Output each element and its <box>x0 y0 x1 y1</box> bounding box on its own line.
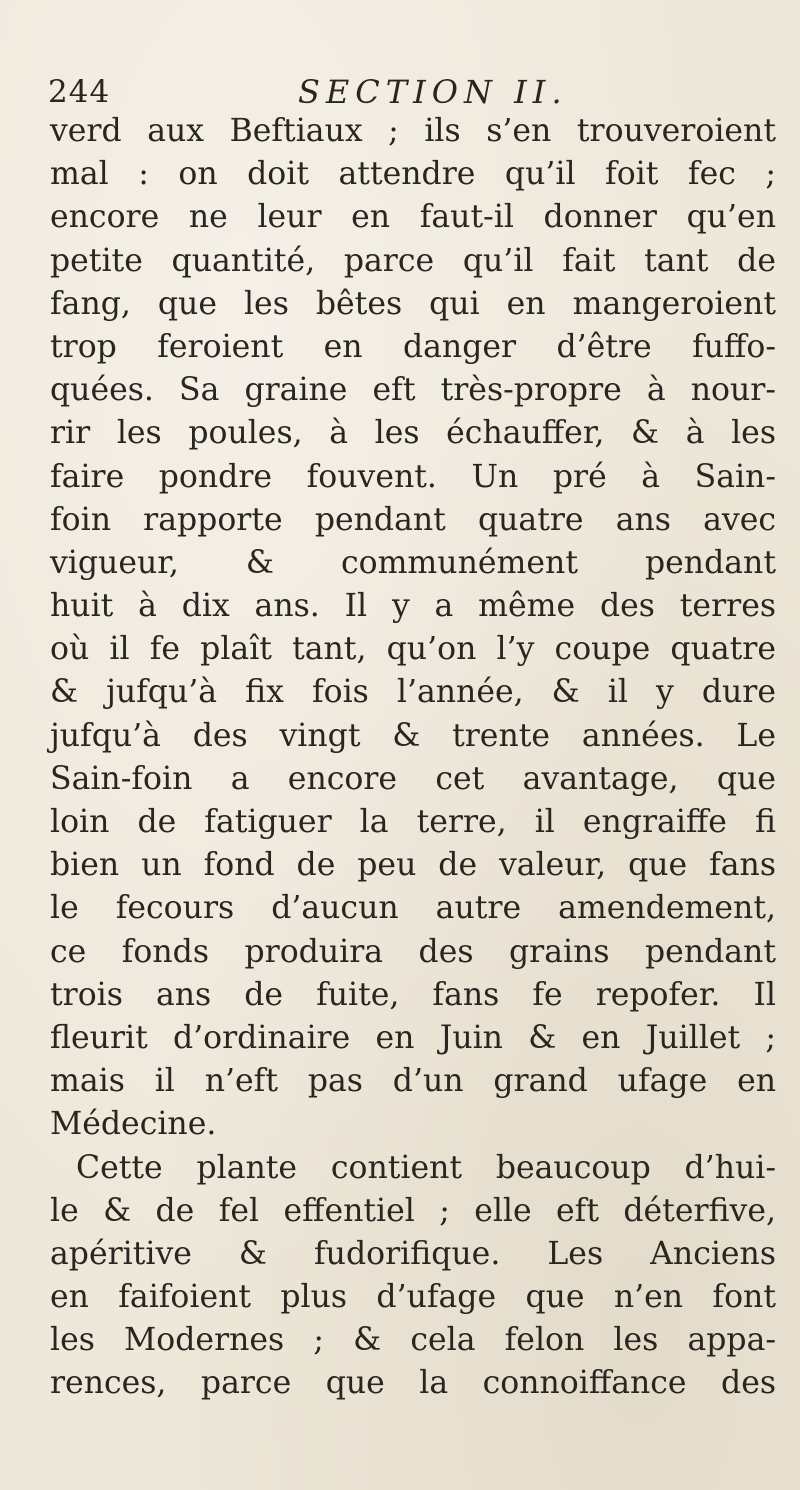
text-line: ce fonds produira des grains pendant <box>50 933 776 970</box>
text-line: rences, parce que la connoiffance des <box>50 1365 776 1402</box>
text-line: quées. Sa graine eft très-propre à nour- <box>50 372 776 409</box>
text-line: bien un fond de peu de valeur, que fans <box>50 847 776 884</box>
text-line: trois ans de fuite, fans fe repofer. Il <box>50 976 776 1013</box>
text-line: fleurit d’ordinaire en Juin & en Juillet ; <box>50 1019 776 1056</box>
text-line: foin rapporte pendant quatre ans avec <box>50 501 776 538</box>
body-text <box>50 110 776 1406</box>
paragraph-end-line: Médecine. <box>50 1106 217 1143</box>
text-line: le fecours d’aucun autre amendement, <box>50 890 776 927</box>
text-line: Sain-foin a encore cet avantage, que <box>50 760 776 797</box>
text-line: vigueur, & communément pendant <box>50 544 776 581</box>
text-line: apéritive & fudorifique. Les Anciens <box>50 1235 776 1272</box>
text-line: petite quantité, parce qu’il fait tant de <box>50 242 776 279</box>
text-line: fang, que les bêtes qui en mangeroient <box>50 285 776 322</box>
page-header <box>48 72 768 112</box>
text-line: mal : on doit attendre qu’il foit fec ; <box>50 156 776 193</box>
text-line: huit à dix ans. Il y a même des terres <box>50 588 776 625</box>
text-line: en faifoient plus d’ufage que n’en font <box>50 1279 776 1316</box>
running-title: SECTION II. <box>298 73 568 111</box>
text-line: rir les poules, à les échauffer, & à les <box>50 415 776 452</box>
text-line: mais il n’eft pas d’un grand ufage en <box>50 1063 776 1100</box>
text-line: encore ne leur en faut-il donner qu’en <box>50 199 776 236</box>
text-line: loin de fatiguer la terre, il engraiffe fi <box>50 804 776 840</box>
text-line: & jufqu’à fix fois l’année, & il y dure <box>50 674 776 711</box>
text-line: trop feroient en danger d’être fuffo- <box>50 328 776 365</box>
text-line: où il fe plaît tant, qu’on l’y coupe quatre <box>50 631 776 668</box>
text-line: verd aux Beftiaux ; ils s’en trouveroient <box>50 113 776 149</box>
text-line: les Modernes ; & cela felon les appa- <box>50 1322 776 1359</box>
paragraph-start-line: Cette plante contient beaucoup d’hui- <box>76 1149 776 1186</box>
text-line: faire pondre fouvent. Un pré à Sain- <box>50 458 776 495</box>
text-line: le & de fel effentiel ; elle eft déterfive, <box>50 1192 776 1229</box>
page-number: 244 <box>48 74 111 110</box>
text-line: jufqu’à des vingt & trente années. Le <box>50 717 776 754</box>
